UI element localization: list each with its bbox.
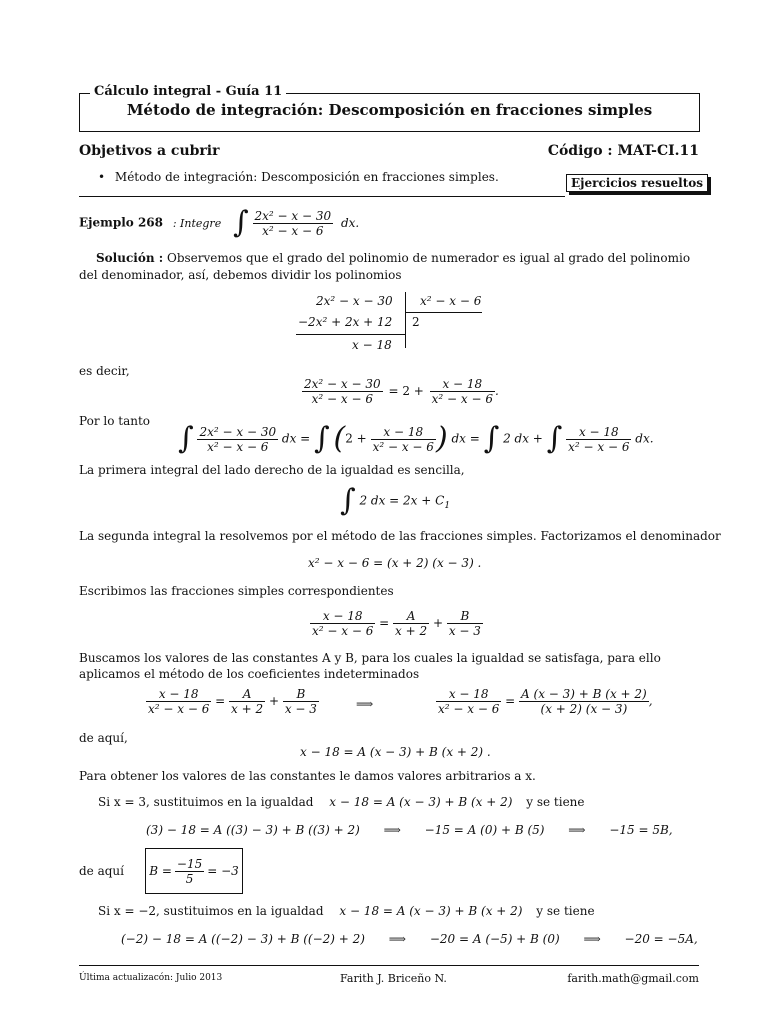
partial-fractions: $\frac{x - 18}{\text{x² − x − 6}}$ = $\frac{A}{x + 2}$ + $\frac{B}{x - 3}$ xyxy=(312,609,481,638)
de-aqui-1: de aquí, xyxy=(79,731,128,745)
case-x3-line: Si x = 3, sustituimos en la igualdad x − 18 = A (x − 3) + B (x + 2) y se tiene xyxy=(98,795,585,809)
course-code: Código : MAT-CI.11 xyxy=(547,143,699,159)
integral-split: ∫ $\frac{\text{2x² − x − 30}}{\text{x² − x − 6}}$ dx = ∫ (2 + $\frac{x - 18}{\text{x² − x − 6}}$ ) dx = ∫ 2 dx + ∫ $\frac{x - 18}{\text{x² − x − 6}}$ dx. xyxy=(178,421,654,456)
footer-author: Farith J. Briceño N. xyxy=(340,972,447,985)
segunda-integral-text: La segunda integral la resolvemos por el método de las fracciones simples. Factorizamos el denominador xyxy=(79,529,721,543)
course-label: Cálculo integral - Guía 11 xyxy=(90,84,286,99)
para-obtener-text: Para obtener los valores de las constantes le damos valores arbitrarios a x. xyxy=(79,769,536,783)
case-xm2-line: Si x = −2, sustituimos en la igualdad x − 18 = A (x − 3) + B (x + 2) y se tiene xyxy=(98,904,595,918)
footer-updated: Última actualizacón: Julio 2013 xyxy=(79,973,223,983)
objectives-rule xyxy=(79,196,565,197)
footer-email: farith.math@gmail.com xyxy=(567,972,699,985)
division-result: $\frac{\text{2x² − x − 30}}{\text{x² − x − 6}}$ = 2 + $\frac{x - 18}{\text{x² − x − 6}}$ . xyxy=(304,377,499,406)
objective-item: • Método de integración: Descomposición en fracciones simples. xyxy=(98,170,499,184)
integrand-fraction: $\frac{\text{2x² − x − 30}}{\text{x² − x − 6}}$ xyxy=(254,208,332,238)
de-aqui-2: de aquí xyxy=(79,864,124,878)
b-result-box: B = $\frac{-15}{5}$ = −3 xyxy=(145,848,243,894)
es-decir: es decir, xyxy=(79,364,130,378)
por-lo-tanto: Por lo tanto xyxy=(79,414,150,428)
page-title: Método de integración: Descomposición en fracciones simples xyxy=(126,101,653,119)
solution-paragraph: Solución : Observemos que el grado del polinomio de numerador es igual al grado del polinomio del denominador, así, debemos dividir los polinomios xyxy=(79,251,691,282)
bullet-icon: • xyxy=(98,170,106,184)
buscamos-text: Buscamos los valores de las constantes A y B, para los cuales la igualdad se satisfaga, para ello aplicamos el método de los coeficientes indeterminados xyxy=(79,651,661,681)
escribimos-text: Escribimos las fracciones simples correspondientes xyxy=(79,584,394,598)
factorization: x² − x − 6 = (x + 2) (x − 3) . xyxy=(308,556,482,570)
first-integral: ∫ 2 dx = $2x + C_1$ xyxy=(340,483,451,518)
case-xm2-derivation: (−2) − 18 = A ((−2) − 3) + B ((−2) + 2) ⟹ −20 = A (−5) + B (0) ⟹ −20 = −5A, xyxy=(121,932,698,946)
case-x3-derivation: (3) − 18 = A ((3) − 3) + B ((3) + 2) ⟹ −15 = A (0) + B (5) ⟹ −15 = 5B, xyxy=(146,823,673,837)
coefficients-right: $\frac{x - 18}{\text{x² − x − 6}}$ = $\frac{A (x - 3) + B (x + 2)}{(x + 2) (x - 3)}$ , xyxy=(438,687,653,716)
coefficients-left: $\frac{x - 18}{\text{x² − x − 6}}$ = $\frac{A}{x + 2}$ + $\frac{B}{x - 3}$ xyxy=(148,687,317,716)
exercises-badge: Ejercicios resueltos xyxy=(566,174,708,192)
primera-integral-text: La primera integral del lado derecho de la igualdad es sencilla, xyxy=(79,463,465,477)
coefficient-equation: x − 18 = A (x − 3) + B (x + 2) . xyxy=(300,745,491,759)
objectives-heading: Objetivos a cubrir xyxy=(79,143,220,159)
example-statement: Ejemplo 268 : Integre ∫ $\frac{\text{2x² − x − 30}}{\text{x² − x − 6}}$ dx. xyxy=(79,205,360,240)
footer-rule xyxy=(79,965,699,966)
implies-icon: ⟹ xyxy=(356,697,374,711)
